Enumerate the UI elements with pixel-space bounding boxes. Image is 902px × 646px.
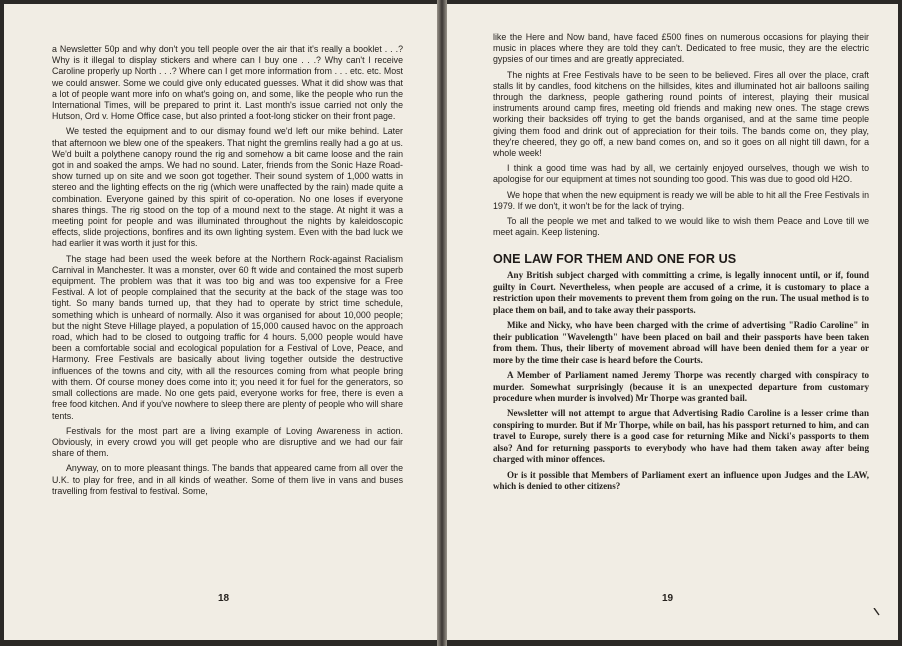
left-text-column — [52, 44, 403, 497]
body-paragraph: The stage had been used the week before at the Northern Rock-against Racialism Carnival in Manchester. It was a monster, over 60 ft wide and contained the most superb equipment. The problem was that it was too big and was too expensive for a Free Festival. A lot of people complained that the security at the back of the stage was too tight. So many bands turned up, that they had to operate by strict time schedule, something which is unheard of normally. Also it was organised for about 10,000 people; but the night Steve Hillage played, a population of 15,000 caused havoc on the approach road, which had to be closed to outgoing traffic for 4 hours. 5,000 people would have been a comfortable social and ecological population for a Festival of Love, Peace, and Harmony. Free Festivals are basically about living together outside the destructive influences of the towns and city, with all the resources coming from what people bring with them. Of course money does come into it; you need it for fuel for the generators, so small collections are made. No one gets paid, everyone works for free, there is even a free food kitchen. And if you've nowhere to sleep there are plenty of people who will share tents. — [52, 253, 403, 421]
body-paragraph: like the Here and Now band, have faced £500 fines on numerous occasions for playing their music in places where they are told they can't. Dedicated to free music, they are the electric gypsies of our times and are greatly appreciated. — [493, 32, 869, 65]
article-paragraph: Mike and Nicky, who have been charged with the crime of advertising "Radio Caroline" in their publication "Wavelength" have been placed on bail and their passports have been taken from them. Thus, their liberty of movement abroad will have been denied them for a year or more by the time their case is heard before the Courts. — [493, 320, 869, 365]
body-paragraph: Anyway, on to more pleasant things. The bands that appeared came from all over the U.K. to play for free, and in all kinds of weather. Some of them live in vans and buses travelling from festival to festival. Some, — [52, 463, 403, 496]
article-paragraph: A Member of Parliament named Jeremy Thorpe was recently charged with conspiracy to murder. Somewhat surprisingly (because it is an unexpected departure from customary procedure when murder is involved) Mr Thorpe was granted bail. — [493, 370, 869, 403]
body-paragraph: I think a good time was had by all, we certainly enjoyed ourselves, though we wish to apologise for our equipment at times not sounding too good. This was due to good old H2O. — [493, 163, 869, 185]
body-paragraph: We tested the equipment and to our dismay found we'd left our mike behind. Later that afternoon we blew one of the speakers. That night the gremlins really had a go at us. We'd built a polythene canopy round the rig and somehow a bit came loose and the rain got in and soaked the amps. We had no sound. Later, friends from the Sonic Haze Road-show turned up on site and we soon got together. Their sound system of 1,000 watts in stereo and the lighting effects on the rig (which were unaffected by the rain) made quite a combination. Everyone gained by this spirit of co-operation. No one loses if everyone shares things. The rig stood on the top of a mound next to the stage. At night it was a meeting point for people and was illuminated throughout the nights by kaleidoscopic effects, slide projections, bonfires and its own lighting system. Even with the bad luck we had earlier it was worth it just for this. — [52, 126, 403, 249]
law-article — [493, 270, 869, 492]
binding-gutter — [437, 0, 447, 646]
body-paragraph: To all the people we met and talked to we would like to wish them Peace and Love till we meet again. Keep listening. — [493, 216, 869, 238]
right-page — [447, 4, 898, 640]
section-heading: ONE LAW FOR THEM AND ONE FOR US — [493, 252, 737, 267]
body-paragraph: Festivals for the most part are a living example of Loving Awareness in action. Obviously, in every crowd you will get people who are disruptive and we had our fair share of them. — [52, 425, 403, 459]
pen-mark-icon — [873, 608, 881, 616]
right-text-column — [493, 32, 869, 493]
page-number: 18 — [218, 593, 230, 604]
article-paragraph: Newsletter will not attempt to argue that Advertising Radio Caroline is a lesser crime than conspiring to murder. But if Mr Thorpe, while on bail, has his passport returned to him, and can travel to Europe, surely there is a good case for returning Mike and Nicki's passports to them also? And for returning passports to everybody who have had them taken away after being charged with minor offences. — [493, 408, 869, 465]
body-paragraph: a Newsletter 50p and why don't you tell people over the air that it's really a booklet . . .? Why is it illegal to display stickers and where can I buy one . . .? Why can't I receive Caroline properly up North . . .? Where can I get more information from . . . etc. etc. Most we could answer. Some we could give only educated guesses. What it did show was that a lot of people want more info on what's going on, and some, like the people who run the International Times, will be prepared to print it. Last month's issue carried not only the Hutson, Ord v. Home Office case, but also printed a foot-long sticker on their front page. — [52, 44, 403, 122]
left-page — [4, 4, 437, 640]
article-paragraph: Or is it possible that Members of Parliament exert an influence upon Judges and the LAW, which is denied to other citizens? — [493, 469, 869, 492]
article-paragraph: Any British subject charged with committing a crime, is legally innocent until, or if, found guilty in Court. Nevertheless, when people are accused of a crime, it is customary to place a restriction upon their movements to prevent them from going on the run. The usual method is to place them on bail, and to take away their passports. — [493, 270, 869, 315]
body-paragraph: We hope that when the new equipment is ready we will be able to hit all the Free Festivals in 1979. If we don't, it won't be for the lack of trying. — [493, 189, 869, 211]
body-paragraph: The nights at Free Festivals have to be seen to be believed. Fires all over the place, craft stalls lit by candles, food kitchens on the hillsides, kites and illuminated hot air balloons sailing through the darkness, people gathering round points of interest, playing their musical instruments around camp fires, meeting old friends and making new ones. The stage crews working their backsides off trying to get the bands organised, and at the same time people giving them food and drink out of appreciation for their toils. The bands come on, they play, they're cheered, they go off, a new band comes on, and so it goes on all night till dawn, for a whole week! — [493, 69, 869, 159]
page-number: 19 — [662, 593, 674, 604]
